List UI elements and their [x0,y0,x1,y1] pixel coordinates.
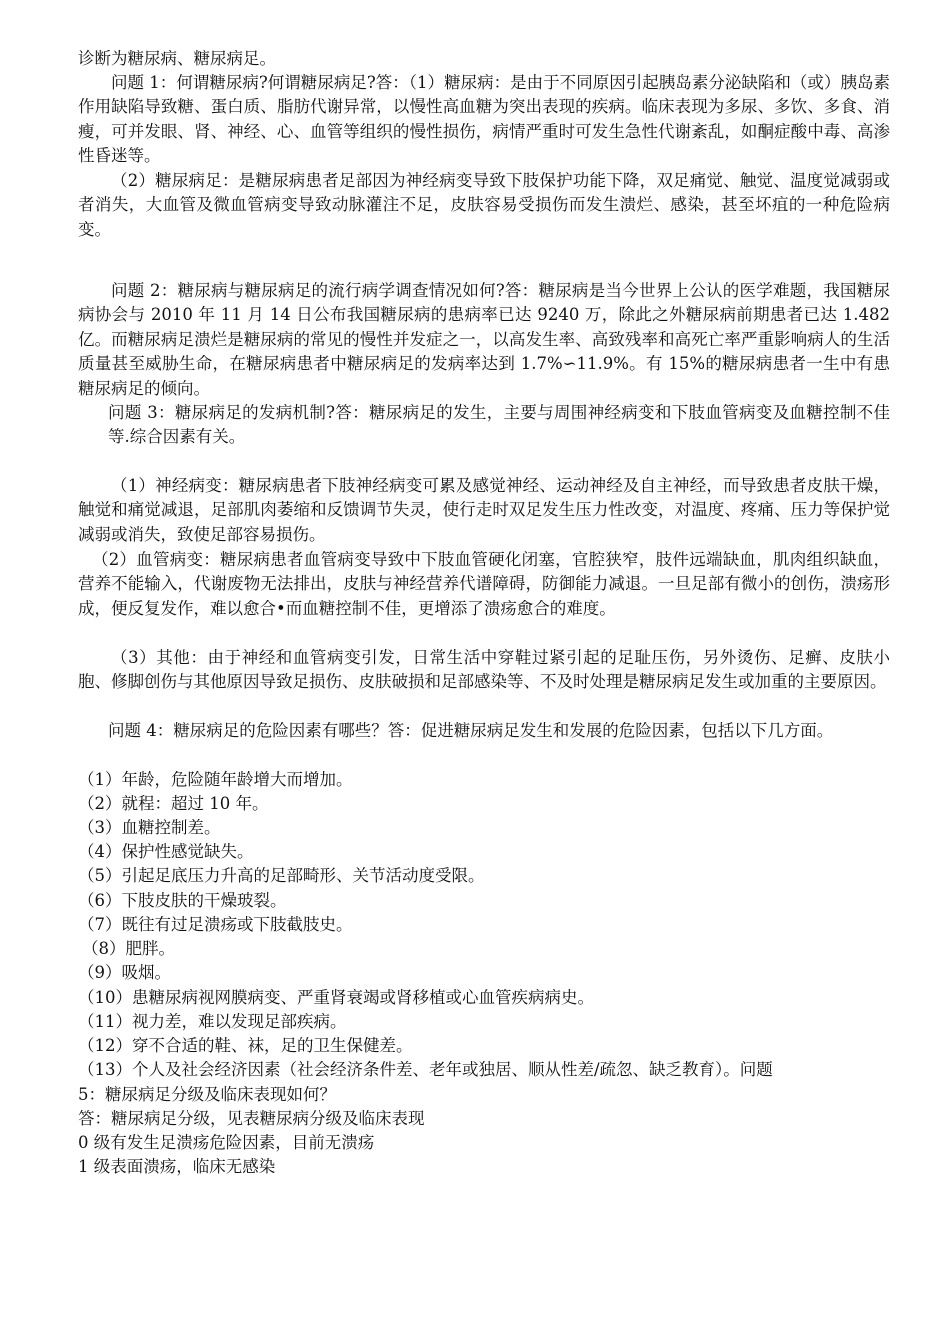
risk-factor-item-13: （13）个人及社会经济因素（社会经济条件差、老年或独居、顺从性差/疏忽、缺乏教育）。问题 [78,1060,773,1079]
question-2-paragraph: 问题 2：糖尿病与糖尿病足的流行病学调查情况如何?答：糖尿病是当今世界上公认的医学难题，我国糖尿病协会与 2010 年 11 月 14 日公布我国糖尿病的患病率已达 9240 万，除此之外糖尿病前期患者已达 1.482 亿。而糖尿病足溃烂是糖尿病的常见的慢性并发症之一，以高发生率、高致残率和高死亡率严重影响病人的生活质量甚至威胁生命，在糖尿病患者中糖尿病足的发病率达到 1.7%∽11.9%。有 15%的糖尿病患者一生中有患糖尿病足的倾向。 [78,281,890,398]
risk-factor-item: （5）引起足底压力升高的足部畸形、关节活动度受限。 [78,866,485,885]
diabetic-foot-definition-paragraph: （2）糖尿病足：是糖尿病患者足部因为神经病变导致下肢保护功能下降，双足痛觉、触觉、温度觉减弱或者消失，大血管及微血管病变导致动脉灌注不足，皮肤容易受损伤而发生溃烂、感染，甚至坏疽的一种危险病变。 [78,171,890,239]
risk-factor-item: （7）既往有过足溃疡或下肢截肢史。 [78,915,353,934]
risk-factor-item: （12）穿不合适的鞋、袜，足的卫生保健差。 [78,1036,413,1055]
question-4-paragraph: 问题 4：糖尿病足的危险因素有哪些？答：促进糖尿病足发生和发展的危险因素，包括以下几方面。 [108,721,834,740]
question-5-heading: 5：糖尿病足分级及临床表现如何？ [78,1085,336,1104]
grade-0-line: 0 级有发生足溃疡危险因素，目前无溃疡 [78,1133,375,1152]
grade-1-line: 1 级表面溃疡，临床无感染 [78,1157,276,1176]
vascular-paragraph: （2）血管病变：糖尿病患者血管病变导致中下肢血管硬化闭塞，官腔狭窄，肢件远端缺血，肌肉组织缺血，营养不能输入，代谢废物无法排出，皮肤与神经营养代谱障碍，防御能力减退。一旦足部有微小的创伤，溃疡形成，便反复发作，难以愈合•而血糖控制不佳，更增添了溃疡愈合的难度。 [78,550,890,618]
risk-factor-item: （1）年龄，危险随年龄增大而增加。 [78,770,353,789]
risk-factor-item: （2）就程：超过 10 年。 [78,794,269,813]
question-3-paragraph: 问题 3：糖尿病足的发病机制?答：糖尿病足的发生，主要与周围神经病变和下肢血管病变及血糖控制不佳等.综合因素有关。 [108,403,890,447]
question-1-paragraph: 问题 1：何谓糖尿病?何谓糖尿病足?答：（1）糖尿病：是由于不同原因引起胰岛素分泌缺陷和（或）胰岛素作用缺陷导致糖、蛋白质、脂肪代谢异常，以慢性高血糖为突出表现的疾病。临床表现为多尿、多饮、多食、消瘦，可并发眼、肾、神经、心、血管等组织的慢性损伤，病情严重时可发生急性代谢紊乱，如酮症酸中毒、高渗性昏迷等。 [78,73,890,166]
answer-5-line: 答：糖尿病足分级，见表糖尿病分级及临床表现 [78,1109,425,1128]
risk-factor-item: （6）下肢皮肤的干燥玻裂。 [78,891,287,910]
neuropathy-paragraph: （1）神经病变：糖尿病患者下肢神经病变可累及感觉神经、运动神经及自主神经，而导致患者皮肤干燥，触觉和痛觉减退，足部肌肉萎缩和反馈调节失灵，使行走时双足发生压力性改变，对温度、疼痛、压力等保护觉减弱或消失，致使足部容易损伤。 [78,476,890,544]
risk-factor-item: （4）保护性感觉缺失。 [78,842,254,861]
risk-factor-item: （3）血糖控制差。 [78,818,221,837]
risk-factor-item: （8）肥胖。 [82,939,175,958]
risk-factor-item: （9）吸烟。 [78,963,171,982]
opening-line: 诊断为糖尿病、糖尿病足。 [78,49,276,68]
risk-factor-item: （10）患糖尿病视网膜病变、严重肾衰竭或肾移植或心血管疾病病史。 [78,988,594,1007]
risk-factor-item: （11）视力差，难以发现足部疾病。 [78,1012,347,1031]
other-causes-paragraph: （3）其他：由于神经和血管病变引发，日常生活中穿鞋过紧引起的足耻压伤，另外烫伤、足癣、皮肤小胞、修脚创伤与其他原因导致足损伤、皮肤破损和足部感染等、不及时处理是糖尿病足发生或加重的主要原因。 [78,648,890,692]
